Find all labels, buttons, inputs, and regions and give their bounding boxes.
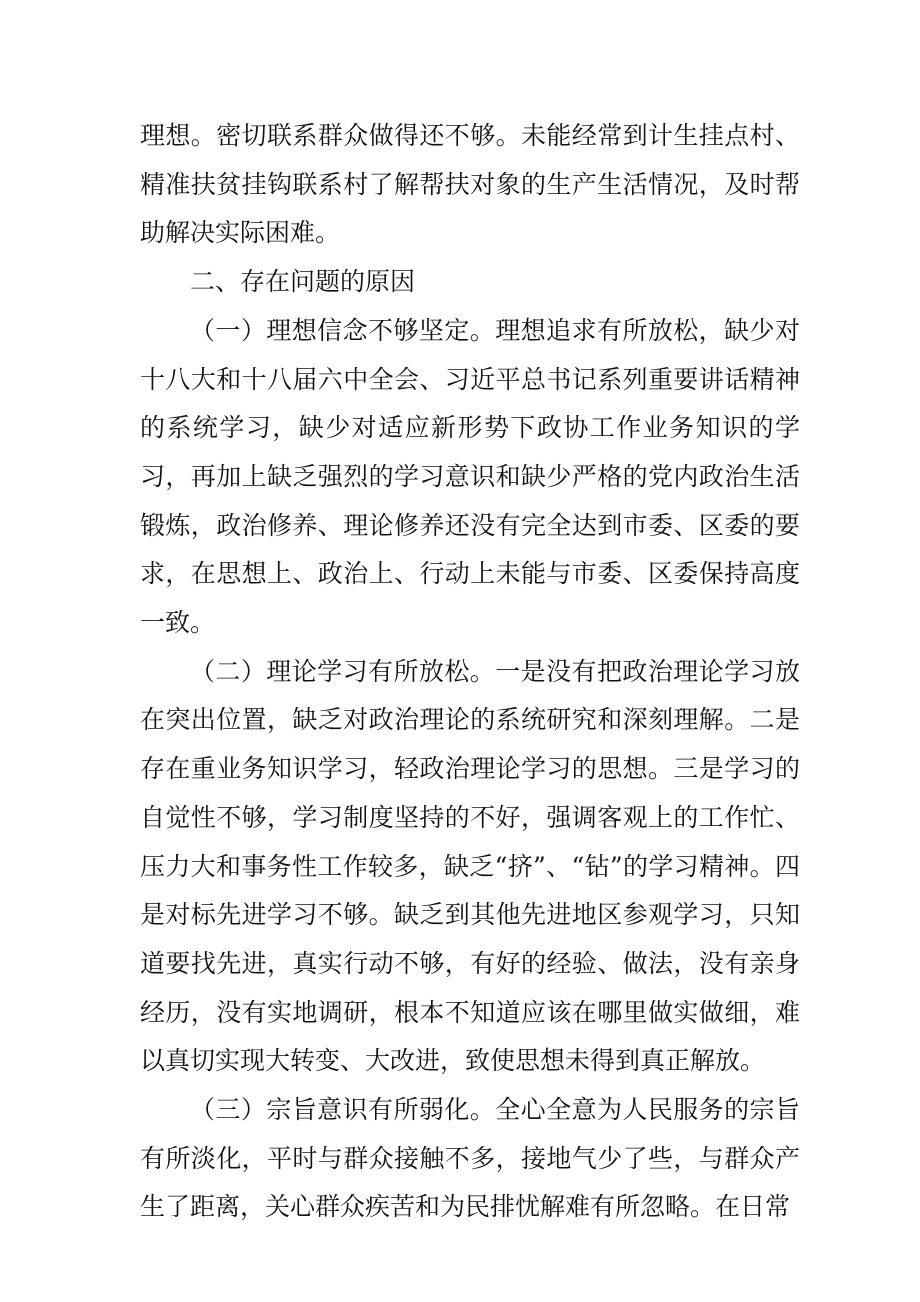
paragraph-item-2: （二）理论学习有所放松。一是没有把政治理论学习放在突出位置，缺乏对政治理论的系统研究和深刻理解。二是存在重业务知识学习，轻政治理论学习的思想。三是学习的自觉性不够，学习制度坚持的不好，强调客观上的工作忙、压力大和事务性工作较多，缺乏“挤”、“钻”的学习精神。四是对标先进学习不够。缺乏到其他先进地区参观学习，只知道要找先进，真实行动不够，有好的经验、做法，没有亲身经历，没有实地调研，根本不知道应该在哪里做实做细，难以真切实现大转变、大改进，致使思想未得到真正解放。: [140, 656, 800, 1076]
paragraph-item-3: （三）宗旨意识有所弱化。全心全意为人民服务的宗旨有所淡化，平时与群众接触不多，接地气少了些，与群众产生了距离，关心群众疾苦和为民排忧解难有所忽略。在日常: [140, 1095, 800, 1222]
paragraph-item-1: （一）理想信念不够坚定。理想追求有所放松，缺少对十八大和十八届六中全会、习近平总书记系列重要讲话精神的系统学习，缺少对适应新形势下政协工作业务知识的学习，再加上缺乏强烈的学习意识和缺少严格的党内政治生活锻炼，政治修养、理论修养还没有完全达到市委、区委的要求，在思想上、政治上、行动上未能与市委、区委保持高度一致。: [140, 315, 800, 638]
paragraph-continuation: 理想。密切联系群众做得还不够。未能经常到计生挂点村、精准扶贫挂钩联系村了解帮扶对象的生产生活情况，及时帮助解决实际困难。: [140, 121, 800, 248]
document-body: [140, 112, 800, 1232]
section-heading-causes: 二、存在问题的原因: [190, 267, 416, 297]
